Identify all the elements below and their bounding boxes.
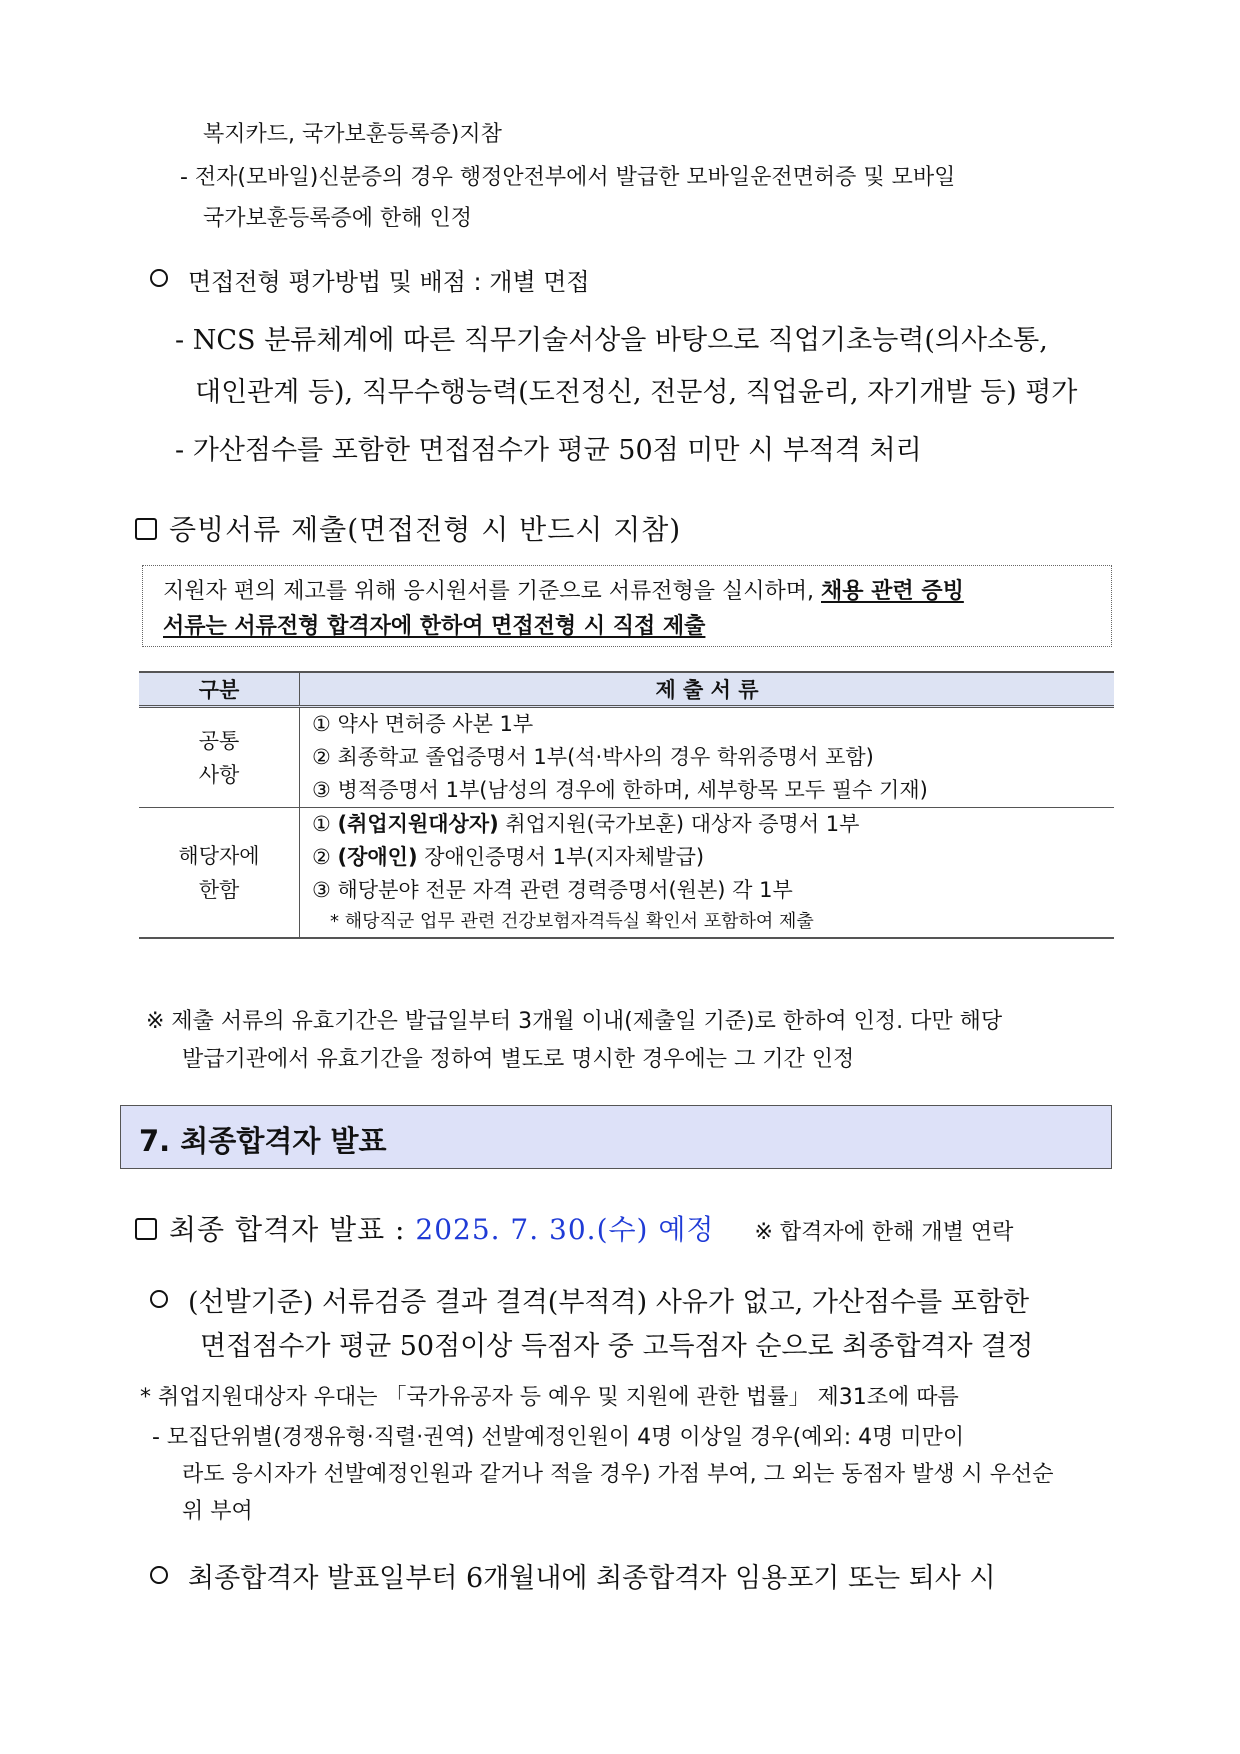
- circle-bullet-icon: [150, 269, 168, 287]
- final-line-text: 최종합격자 발표일부터 6개월내에 최종합격자 임용포기 또는 퇴사 시: [188, 1563, 996, 1594]
- circle-bullet-icon: [150, 1290, 168, 1308]
- square-bullet-icon: [135, 518, 157, 540]
- text-line: 복지카드, 국가보훈등록증)지참: [203, 122, 502, 147]
- announcement-note: ※ 합격자에 한해 개별 연락: [754, 1220, 1014, 1245]
- item-tag: (장애인): [337, 845, 418, 869]
- interview-bullet: - 가산점수를 포함한 면접점수가 평균 50점 미만 시 부적격 처리: [175, 435, 922, 466]
- validity-note: ※ 제출 서류의 유효기간은 발급일부터 3개월 이내(제출일 기준)로 한하여 인정. 다만 해당: [146, 1009, 1003, 1034]
- item-text: 취업지원(국가보훈) 대상자 증명서 1부: [498, 812, 860, 836]
- criteria-text: (선발기준) 서류검증 결과 결격(부적격) 사유가 없고, 가산점수를 포함한: [188, 1287, 1030, 1318]
- criteria-line: 면접점수가 평균 50점이상 득점자 중 고득점자 순으로 최종합격자 결정: [200, 1331, 1034, 1362]
- documents-heading-text: 증빙서류 제출(면접전형 시 반드시 지참): [169, 513, 682, 546]
- section-title-bar: [120, 1105, 1112, 1169]
- row-items-common: [300, 707, 1115, 808]
- label-line: 해당자에: [178, 843, 260, 868]
- list-item: ① 약사 면허증 사본 1부: [312, 712, 534, 736]
- notice-line-1: [163, 574, 964, 605]
- list-item: ③ 병적증명서 1부(남성의 경우에 한하며, 세부항목 모두 필수 기재): [312, 778, 928, 802]
- preference-note: * 취업지원대상자 우대는 「국가유공자 등 예우 및 지원에 관한 법률」 제31조에 따름: [140, 1385, 959, 1410]
- notice-box: [142, 565, 1112, 647]
- table-header-row: [139, 672, 1114, 707]
- label-line: 공통: [198, 728, 240, 753]
- preference-note: - 모집단위별(경쟁유형·직렬·권역) 선발예정인원이 4명 이상일 경우(예외: 4명 미만이: [152, 1425, 965, 1450]
- list-item-note: * 해당직군 업무 관련 건강보험자격득실 확인서 포함하여 제출: [330, 911, 814, 932]
- interview-heading-text: 면접전형 평가방법 및 배점 : 개별 면접: [188, 268, 590, 296]
- item-text: 장애인증명서 1부(지자체발급): [417, 845, 705, 869]
- documents-heading: [135, 508, 681, 548]
- criteria-line: [150, 1280, 1029, 1319]
- circle-bullet-icon: [150, 1566, 168, 1584]
- row-items-applicable: [300, 808, 1115, 939]
- notice-text: 지원자 편의 제고를 위해 응시원서를 기준으로 서류전형을 실시하며,: [163, 579, 821, 604]
- interview-bullet: 대인관계 등), 직무수행능력(도전정신, 전문성, 직업윤리, 자기개발 등) 평가: [195, 377, 1078, 408]
- table-row: [139, 808, 1114, 939]
- text-line: - 전자(모바일)신분증의 경우 행정안전부에서 발급한 모바일운전면허증 및 모바일: [180, 165, 956, 190]
- list-item: ② 최종학교 졸업증명서 1부(석·박사의 경우 학위증명서 포함): [312, 745, 874, 769]
- notice-line-2: 서류는 서류전형 합격자에 한하여 면접전형 시 직접 제출: [163, 614, 706, 639]
- interview-heading: [150, 262, 590, 297]
- label-line: 한함: [198, 877, 240, 902]
- row-label-applicable: [139, 808, 300, 939]
- item-number: ①: [312, 812, 338, 836]
- validity-note: 발급기관에서 유효기간을 정하여 별도로 명시한 경우에는 그 기간 인정: [182, 1047, 855, 1072]
- preference-note: 위 부여: [182, 1499, 253, 1524]
- text-line: 국가보훈등록증에 한해 인정: [203, 206, 473, 231]
- row-label-common: [139, 707, 300, 808]
- interview-bullet: - NCS 분류체계에 따른 직무기술서상을 바탕으로 직업기초능력(의사소통,: [175, 325, 1048, 356]
- item-number: ②: [312, 845, 338, 869]
- announcement-line: [135, 1208, 1013, 1248]
- announcement-date: 2025. 7. 30.(수) 예정: [415, 1213, 715, 1246]
- table-header-documents: 제 출 서 류: [300, 672, 1115, 707]
- list-item: [300, 808, 1114, 841]
- notice-emphasis: 채용 관련 증빙: [821, 579, 964, 604]
- announcement-label: 최종 합격자 발표 :: [169, 1213, 416, 1246]
- final-line: [150, 1556, 996, 1595]
- table-row: [139, 707, 1114, 808]
- list-item: [300, 841, 1114, 874]
- table-header-category: 구분: [139, 672, 300, 707]
- label-line: 사항: [198, 762, 240, 787]
- square-bullet-icon: [135, 1218, 157, 1240]
- list-item: ③ 해당분야 전문 자격 관련 경력증명서(원본) 각 1부: [312, 878, 793, 902]
- item-tag: (취업지원대상자): [337, 812, 499, 836]
- section-title: 7. 최종합격자 발표: [139, 1124, 387, 1158]
- documents-table: [139, 671, 1114, 939]
- preference-note: 라도 응시자가 선발예정인원과 같거나 적을 경우) 가점 부여, 그 외는 동점자 발생 시 우선순: [182, 1462, 1054, 1487]
